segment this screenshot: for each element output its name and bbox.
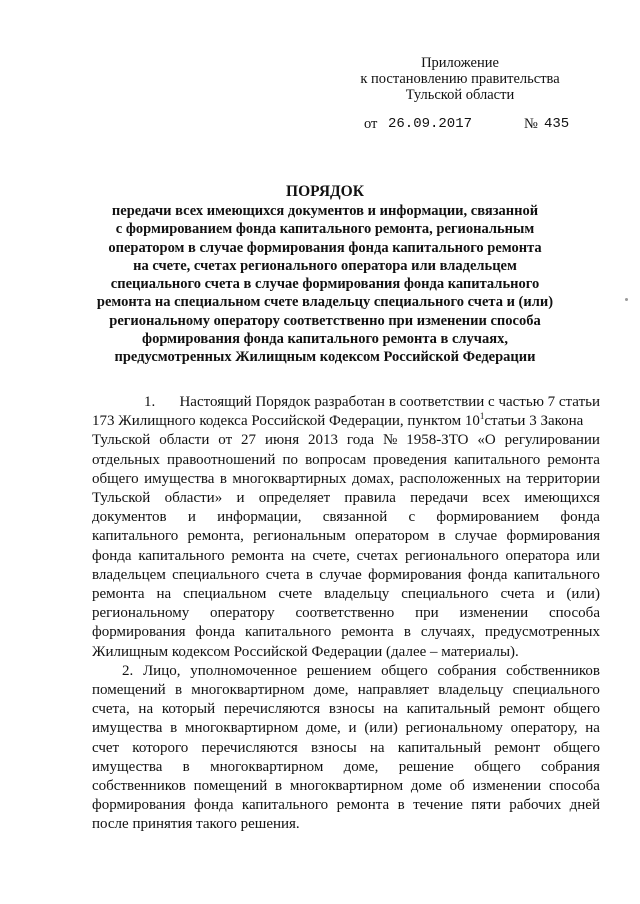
word: собрания: [437, 662, 497, 679]
body-line: [92, 662, 600, 681]
word: счета: [265, 566, 300, 583]
word: правоотношений: [167, 451, 276, 468]
word: от: [218, 432, 233, 449]
body-line: [92, 643, 600, 662]
body-line-text: [92, 719, 600, 738]
word: передачи: [410, 490, 469, 507]
paragraph-2: [92, 662, 600, 835]
word: по: [282, 451, 299, 468]
word: №: [382, 432, 398, 449]
word: и: [546, 586, 555, 603]
word: предусмотренных: [484, 624, 600, 641]
body-line-text: [92, 777, 600, 796]
body-line: [92, 470, 600, 489]
word: на: [138, 701, 154, 718]
word: помещений: [193, 778, 268, 795]
word: на: [585, 720, 600, 737]
body-line-text: после принятия такого решения.: [92, 816, 300, 833]
body-line-text: [92, 527, 600, 546]
body-line: [92, 623, 600, 642]
word: вопросам: [305, 451, 367, 468]
word: 27: [241, 432, 257, 449]
appendix-line: к постановлению правительства: [360, 71, 560, 87]
word: региональному: [92, 605, 190, 622]
word: оператору: [210, 605, 275, 622]
word: капитального: [241, 797, 329, 814]
body-line-text: [122, 662, 600, 681]
word: формированием: [436, 509, 540, 526]
word: доме,: [313, 682, 349, 699]
body-line: [92, 566, 600, 585]
word: многоквартирном: [289, 778, 404, 795]
word: 2.: [122, 662, 134, 679]
word: общего: [92, 470, 139, 487]
resolution-number: 435: [544, 116, 570, 132]
word: счете: [278, 586, 313, 603]
word: специального: [172, 566, 260, 583]
subtitle-line: формирования фонда капитального ремонта в случаях,: [142, 331, 508, 348]
subtitle-line: специального счета в случае формирования фонда капитального: [110, 276, 540, 293]
word: правила: [344, 490, 396, 507]
word: доме,: [306, 720, 341, 737]
word: дней: [569, 797, 600, 814]
word: помещений: [92, 682, 166, 699]
word: капитального: [513, 566, 600, 583]
word: случае: [319, 566, 362, 583]
body-line: [92, 527, 600, 546]
word: владельцу: [324, 586, 390, 603]
word: формирования: [92, 624, 186, 641]
word: в: [170, 720, 178, 737]
word: оператора: [505, 547, 570, 564]
document-title: ПОРЯДОК: [286, 183, 364, 200]
body-line: [92, 393, 600, 412]
appendix-line: Приложение: [421, 55, 499, 71]
word: решение: [398, 758, 454, 775]
body-line-part: статьи 3 Закона: [484, 413, 584, 430]
body-line: [92, 681, 600, 700]
word: отдельных: [92, 451, 160, 468]
word: регулировании: [504, 432, 600, 449]
word: течение: [413, 797, 463, 814]
word: информации,: [217, 509, 302, 526]
word: в: [182, 758, 190, 775]
body-line-text: [92, 796, 600, 815]
word: Тульской: [92, 490, 151, 507]
word: фонда: [195, 624, 236, 641]
number-sign: №: [524, 116, 538, 132]
body-line: [92, 739, 600, 758]
word: владельцем: [92, 566, 166, 583]
word: и: [187, 509, 196, 526]
word: капитальный: [406, 701, 491, 718]
word: региональному: [405, 720, 503, 737]
word: доме,: [343, 758, 379, 775]
word: ремонта: [336, 797, 390, 814]
word: на: [383, 701, 398, 718]
word: определяет: [258, 490, 331, 507]
word: формирования: [506, 528, 600, 545]
word: фонда: [560, 509, 600, 526]
word: оператору,: [510, 720, 578, 737]
word: общего: [474, 758, 521, 775]
word: и: [348, 720, 357, 737]
subtitle-line: региональному оператору соответственно при изменении способа: [109, 312, 541, 329]
word: (или): [566, 586, 600, 603]
word: взносы: [311, 739, 357, 756]
word: капитального: [454, 451, 541, 468]
word: многоквартирном: [184, 720, 299, 737]
word: области»: [164, 490, 223, 507]
word: года: [346, 432, 375, 449]
body-line: [92, 796, 600, 815]
appendix-block: [350, 55, 570, 103]
body-line: [92, 815, 600, 834]
word: счета,: [92, 701, 130, 718]
document-subtitle: [60, 202, 590, 367]
word: 1958-ЗТО: [406, 432, 469, 449]
body-line: [92, 604, 600, 623]
scan-speck: [625, 298, 628, 301]
body-line: [92, 547, 600, 566]
word: способа: [548, 778, 600, 795]
word: собрания: [541, 758, 600, 775]
word: ремонта,: [187, 528, 244, 545]
body-line-part: 173 Жилищного кодекса Российской Федерации, пунктом 10: [92, 413, 480, 430]
word: соответственно: [295, 605, 395, 622]
body-line-text: [92, 758, 600, 777]
word: специальном: [183, 586, 267, 603]
word: формирования: [92, 797, 186, 814]
word: фонда: [467, 566, 508, 583]
word: собственников: [506, 662, 600, 679]
word: пяти: [471, 797, 501, 814]
word: ремонта: [341, 624, 394, 641]
word: и: [236, 490, 245, 507]
word: формирования: [368, 566, 462, 583]
subtitle-line: ремонта на специальном счете владельцу специального счета и (или): [96, 294, 554, 311]
word: которого: [132, 739, 189, 756]
word: имущества: [92, 758, 163, 775]
word: общего: [553, 701, 600, 718]
resolution-date-number: [364, 116, 604, 134]
word: июня: [264, 432, 300, 449]
word: случаях,: [420, 624, 475, 641]
word: на: [290, 547, 306, 564]
paragraph-1: [92, 393, 600, 662]
word: капитального: [92, 528, 179, 545]
subtitle-line: предусмотренных Жилищным кодексом Российской Федерации: [114, 349, 536, 366]
word: области: [159, 432, 210, 449]
word: домах,: [351, 470, 395, 487]
word: счетах: [356, 547, 399, 564]
body-line: [92, 777, 600, 796]
word: счет: [92, 739, 120, 756]
body-line-text: [92, 489, 600, 508]
body-line-text: [92, 585, 600, 604]
word: перечисляются: [223, 701, 321, 718]
word: доме: [410, 778, 442, 795]
word: ремонта: [231, 547, 284, 564]
date-prefix: от: [364, 116, 378, 132]
word: общего: [553, 739, 600, 756]
word: случае: [454, 528, 498, 545]
word: связанной: [322, 509, 388, 526]
body-line: [92, 700, 600, 719]
subtitle-line: на счете, счетах регионального оператора или владельцем: [133, 257, 517, 274]
superscript: 1: [479, 411, 485, 422]
resolution-date: 26.09.2017: [388, 116, 473, 132]
body-line: [92, 758, 600, 777]
word: при: [415, 605, 439, 622]
body-line: [92, 719, 600, 738]
word: «О: [477, 432, 496, 449]
word: взносы: [328, 701, 375, 718]
word: который: [161, 701, 216, 718]
word: Тульской: [92, 432, 151, 449]
word: перечисляются: [201, 739, 298, 756]
word: в: [305, 566, 314, 583]
word: Лицо,: [143, 662, 181, 679]
word: многоквартирном: [191, 682, 305, 699]
word: на: [369, 739, 385, 756]
document-body: [92, 393, 600, 835]
word: ремонт: [498, 701, 545, 718]
word: многоквартирном: [210, 758, 324, 775]
word: оператором: [355, 528, 430, 545]
word: ремонта: [547, 451, 600, 468]
word: 2013: [308, 432, 339, 449]
word: (или): [364, 720, 398, 737]
word: регионального: [404, 547, 499, 564]
word: проведения: [373, 451, 447, 468]
word: специального: [512, 682, 600, 699]
body-line-text: [92, 700, 600, 719]
word: уполномоченное: [190, 662, 297, 679]
word: ремонт: [494, 739, 541, 756]
body-line-text: [92, 604, 600, 623]
word: в: [438, 528, 446, 545]
word: с: [408, 509, 416, 526]
body-line-text: [92, 508, 600, 527]
word: на: [506, 470, 521, 487]
subtitle-line: оператором в случае формирования фонда капитального ремонта: [108, 239, 542, 256]
word: решением: [306, 662, 372, 679]
word: в: [403, 624, 411, 641]
body-line-text: [92, 681, 600, 700]
word: региональным: [253, 528, 346, 545]
word: в: [219, 470, 227, 487]
word: многоквартирных: [232, 470, 347, 487]
word: фонда: [193, 797, 234, 814]
word: капитального: [138, 547, 225, 564]
word: счета: [500, 586, 535, 603]
body-line-text: Настоящий Порядок разработан в соответствии с частью 7 статьи: [179, 394, 600, 410]
body-line: [92, 508, 600, 527]
body-line-text: [92, 470, 600, 489]
word: изменении: [459, 605, 529, 622]
word: в: [275, 778, 283, 795]
word: расположенных: [399, 470, 501, 487]
word: территории: [526, 470, 600, 487]
word: имеющихся: [524, 490, 600, 507]
word: имущества: [92, 720, 163, 737]
word: способа: [548, 605, 600, 622]
word: об: [449, 778, 465, 795]
subtitle-line: передачи всех имеющихся документов и информации, связанной: [111, 203, 539, 219]
word: на: [156, 586, 172, 603]
body-line-text: [92, 431, 600, 450]
word: ремонта: [92, 586, 145, 603]
body-line-text: [92, 739, 600, 758]
word: владельцу: [438, 682, 504, 699]
body-line: [92, 431, 600, 450]
body-line-text: Жилищным кодексом Российской Федерации (далее – материалы).: [92, 643, 519, 660]
paragraph-number: 1.: [144, 394, 156, 410]
word: счете,: [312, 547, 350, 564]
word: капитального: [245, 624, 332, 641]
word: направляет: [357, 682, 429, 699]
word: в: [397, 797, 405, 814]
body-line-text: [92, 451, 600, 470]
body-line-text: [92, 566, 600, 585]
subtitle-line: с формированием фонда капитального ремонта, региональным: [115, 221, 535, 238]
word: собственников: [92, 778, 186, 795]
word: рабочих: [509, 797, 562, 814]
body-line: [92, 489, 600, 508]
word: специального: [401, 586, 489, 603]
word: капитальный: [397, 739, 482, 756]
body-line: [92, 412, 600, 431]
word: всех: [482, 490, 511, 507]
word: или: [576, 547, 600, 564]
word: в: [174, 682, 183, 699]
word: изменении: [472, 778, 542, 795]
body-line-text: [92, 623, 600, 642]
appendix-line: Тульской области: [405, 87, 515, 103]
word: имущества: [144, 470, 215, 487]
body-line-text: [92, 547, 600, 566]
word: общего: [381, 662, 428, 679]
word: документов: [92, 509, 167, 526]
word: фонда: [92, 547, 132, 564]
body-line: [92, 451, 600, 470]
body-line: [92, 585, 600, 604]
body-line-text: [92, 412, 583, 431]
